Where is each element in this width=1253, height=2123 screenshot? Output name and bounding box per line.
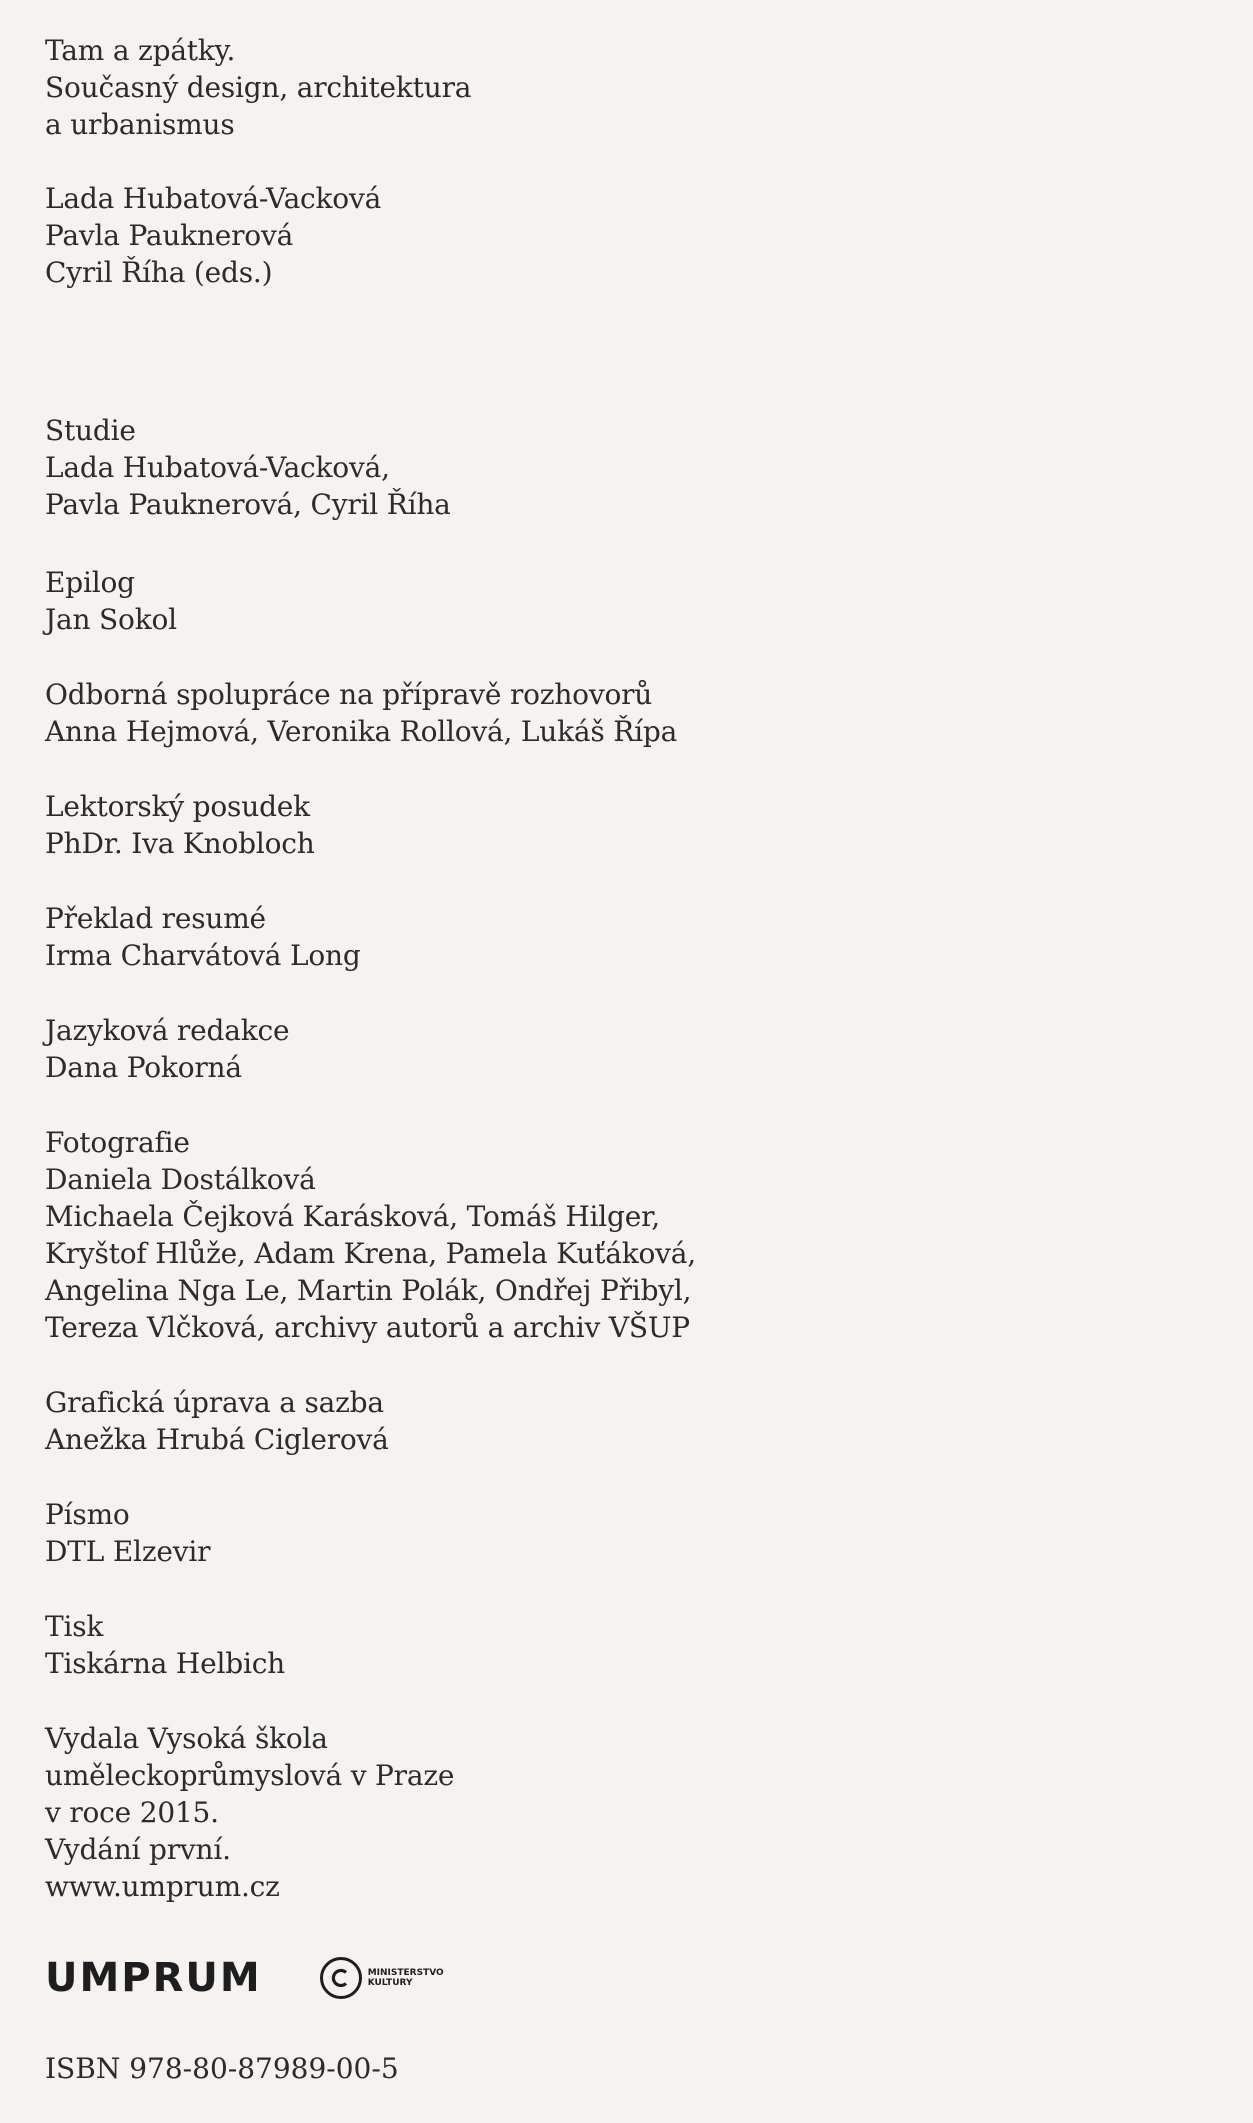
credit-label: Grafická úprava a sazba (45, 1386, 384, 1419)
credit-value: Irma Charvátová Long (45, 939, 361, 972)
credit-value: Anna Hejmová, Veronika Rollová, Lukáš Řípa (45, 715, 678, 748)
publisher-line: v roce 2015. (45, 1796, 219, 1829)
credit-label: Písmo (45, 1498, 130, 1531)
ministry-of-culture-logo-icon (320, 1957, 362, 1999)
editor-name: Lada Hubatová-Vacková (45, 182, 382, 215)
credit-value: Michaela Čejková Karásková, Tomáš Hilger, (45, 1200, 660, 1233)
credit-value: Kryštof Hlůže, Adam Krena, Pamela Kuťáková, (45, 1237, 696, 1270)
editor-name: Cyril Říha (eds.) (45, 256, 273, 289)
title-line: a urbanismus (45, 108, 235, 141)
publisher-line: Vydání první. (45, 1833, 231, 1866)
credit-label: Studie (45, 414, 136, 447)
credit-epilog (45, 564, 177, 638)
publisher-line: Vydala Vysoká škola (45, 1722, 328, 1755)
credit-value: PhDr. Iva Knobloch (45, 827, 315, 860)
credit-label: Jazyková redakce (45, 1014, 290, 1047)
credit-value: Tiskárna Helbich (45, 1647, 286, 1680)
credit-value: Lada Hubatová-Vacková, (45, 451, 390, 484)
credit-translation (45, 900, 361, 974)
credit-value: DTL Elzevir (45, 1535, 211, 1568)
editors (45, 180, 381, 291)
publisher-url: www.umprum.cz (45, 1870, 280, 1903)
credit-value: Dana Pokorná (45, 1051, 242, 1084)
credit-value: Daniela Dostálková (45, 1163, 316, 1196)
credit-label: Epilog (45, 566, 135, 599)
credit-label: Odborná spolupráce na přípravě rozhovorů (45, 678, 653, 711)
credit-language-editing (45, 1012, 289, 1086)
logo-row (45, 1955, 444, 2001)
credit-studie (45, 412, 451, 523)
credit-label: Lektorský posudek (45, 790, 310, 823)
isbn: ISBN 978-80-87989-00-5 (45, 2052, 399, 2085)
credit-photography (45, 1124, 696, 1346)
credit-graphic-design (45, 1384, 389, 1458)
credit-print (45, 1608, 285, 1682)
credit-value: Angelina Nga Le, Martin Polák, Ondřej Přibyl, (45, 1274, 692, 1307)
credit-label: Tisk (45, 1610, 104, 1643)
credit-value: Anežka Hrubá Ciglerová (45, 1423, 389, 1456)
editor-name: Pavla Pauknerová (45, 219, 294, 252)
title-line: Tam a zpátky. (45, 34, 236, 67)
umprum-logo: UMPRUM (45, 1955, 262, 2001)
book-title (45, 32, 471, 143)
ministry-line: MINISTERSTVO (367, 1968, 444, 1978)
credit-typeface (45, 1496, 210, 1570)
credit-label: Překlad resumé (45, 902, 266, 935)
publisher-info (45, 1720, 454, 1905)
ministry-text (368, 1968, 444, 1988)
ministry-logo (320, 1957, 444, 1999)
credit-interviews (45, 676, 677, 750)
publisher-line: uměleckoprůmyslová v Praze (45, 1759, 455, 1792)
credit-value: Jan Sokol (45, 603, 177, 636)
ministry-line: KULTURY (367, 1978, 413, 1988)
credit-value: Tereza Vlčková, archivy autorů a archiv VŠUP (45, 1311, 690, 1344)
credit-value: Pavla Pauknerová, Cyril Říha (45, 488, 451, 521)
credit-label: Fotografie (45, 1126, 190, 1159)
title-line: Současný design, architektura (45, 71, 472, 104)
credit-review (45, 788, 315, 862)
